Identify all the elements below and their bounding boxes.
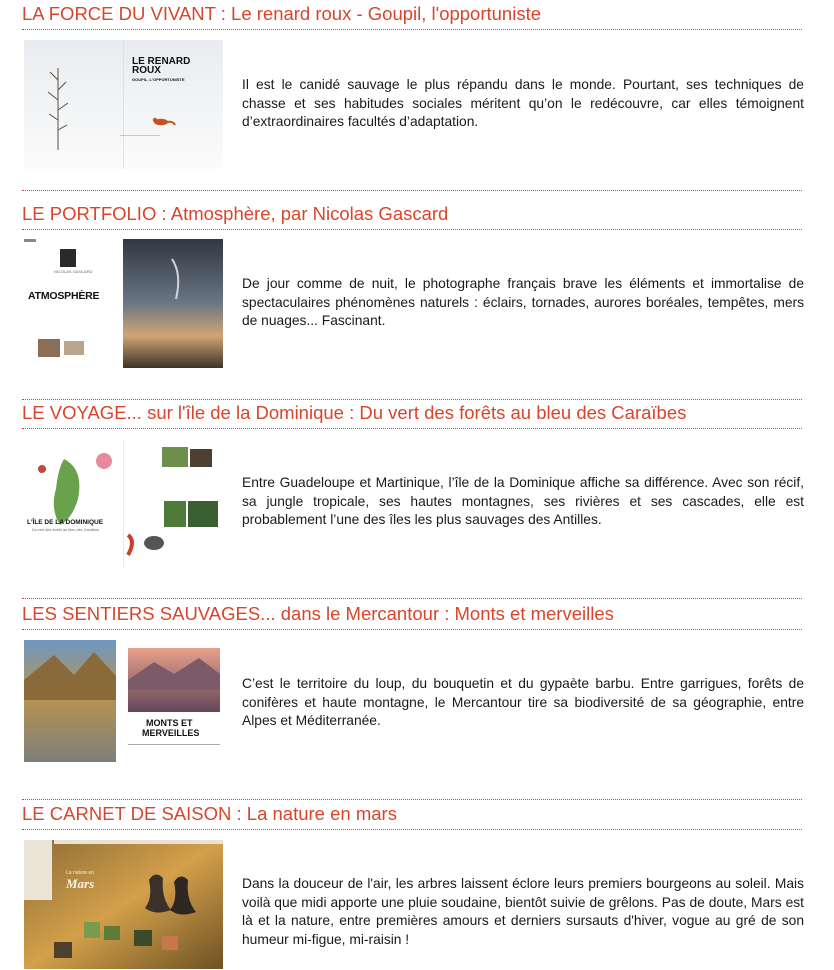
snow-fox-spread-image bbox=[24, 40, 223, 169]
article-section bbox=[22, 401, 802, 599]
thumb-subhead: Du vert des forêts au bleu des Caraïbes bbox=[32, 528, 100, 532]
article-section bbox=[22, 2, 802, 191]
section-title[interactable]: LES SENTIERS SAUVAGES... dans le Mercantour : Monts et merveilles bbox=[22, 603, 614, 624]
thumb-byline: NICOLAS GASCARD bbox=[54, 269, 93, 274]
thumb-headline: La nature en bbox=[66, 870, 95, 876]
thumb-headline: L'ÎLE DE LA DOMINIQUE bbox=[27, 519, 104, 526]
section-title[interactable]: LE PORTFOLIO : Atmosphère, par Nicolas Gascard bbox=[22, 203, 449, 224]
article-description: Entre Guadeloupe et Martinique, l’île de la Dominique affiche sa différence. Avec son récif, sa jungle tropicale, ses hautes montagnes, ses rivières et ses cascades, elle est probablement l’une des îles les plus sauvages des Antilles. bbox=[242, 475, 804, 527]
section-title[interactable]: LA FORCE DU VIVANT : Le renard roux - Goupil, l'opportuniste bbox=[22, 3, 542, 24]
article-description: C’est le territoire du loup, du bouquetin et du gypaète barbu. Entre garrigues, forêts de conifères et haute montagne, le Mercantour tire sa biodiversité de sa géographie, entre Alpes et Méditerranée. bbox=[242, 676, 804, 728]
storm-spread-image bbox=[24, 239, 223, 368]
thumb-headline: ATMOSPHÈRE bbox=[28, 290, 100, 302]
article-description: Il est le canidé sauvage le plus répandu dans le monde. Pourtant, ses techniques de chasse et ses habitudes sociales méritent qu’on le redécouvre, car elles témoignent d’extraordinaires facultés d’adaptation. bbox=[242, 77, 804, 129]
thumb-headline: MONTS ET bbox=[146, 718, 193, 728]
thumb-headline: LE RENARD bbox=[132, 56, 191, 67]
dominica-spread-image bbox=[24, 439, 223, 568]
thumb-subhead: GOUPIL, L'OPPORTUNISTE bbox=[132, 77, 185, 82]
article-description: Dans la douceur de l'air, les arbres laissent éclore leurs premiers bourgeons au soleil. Mais voilà que midi apporte une pluie soudaine, bientôt suivie de grêlons. Pas de doute, Mars est là et la nature, entre premières amours et derniers sursauts d'hiver, vogue au gré de son humeur mi-figue, mi-raisin ! bbox=[242, 876, 804, 947]
section-title[interactable]: LE CARNET DE SAISON : La nature en mars bbox=[22, 803, 397, 824]
article-thumbnail[interactable] bbox=[24, 40, 223, 169]
thumb-headline: Mars bbox=[66, 876, 95, 891]
divider bbox=[22, 598, 802, 599]
section-title[interactable]: LE VOYAGE... sur l'île de la Dominique : Du vert des forêts au bleu des Caraïbes bbox=[22, 402, 687, 423]
grebes-spread-image bbox=[24, 840, 223, 969]
article-thumbnail[interactable] bbox=[24, 640, 223, 769]
thumb-headline: MERVEILLES bbox=[142, 728, 200, 738]
divider bbox=[22, 399, 802, 400]
article-section bbox=[22, 802, 802, 970]
article-section bbox=[22, 202, 802, 400]
divider bbox=[22, 799, 802, 800]
mercantour-spread-image bbox=[24, 640, 223, 769]
article-thumbnail[interactable] bbox=[24, 439, 223, 568]
divider bbox=[22, 190, 802, 191]
article-thumbnail[interactable] bbox=[24, 239, 223, 368]
article-section bbox=[22, 602, 802, 800]
thumb-headline: ROUX bbox=[132, 65, 161, 76]
article-description: De jour comme de nuit, le photographe français brave les éléments et immortalise de spectaculaires phénomènes naturels : éclairs, tornades, aurores boréales, tempêtes, mers de nuages... Fascinant. bbox=[242, 276, 804, 328]
article-thumbnail[interactable] bbox=[24, 840, 223, 969]
